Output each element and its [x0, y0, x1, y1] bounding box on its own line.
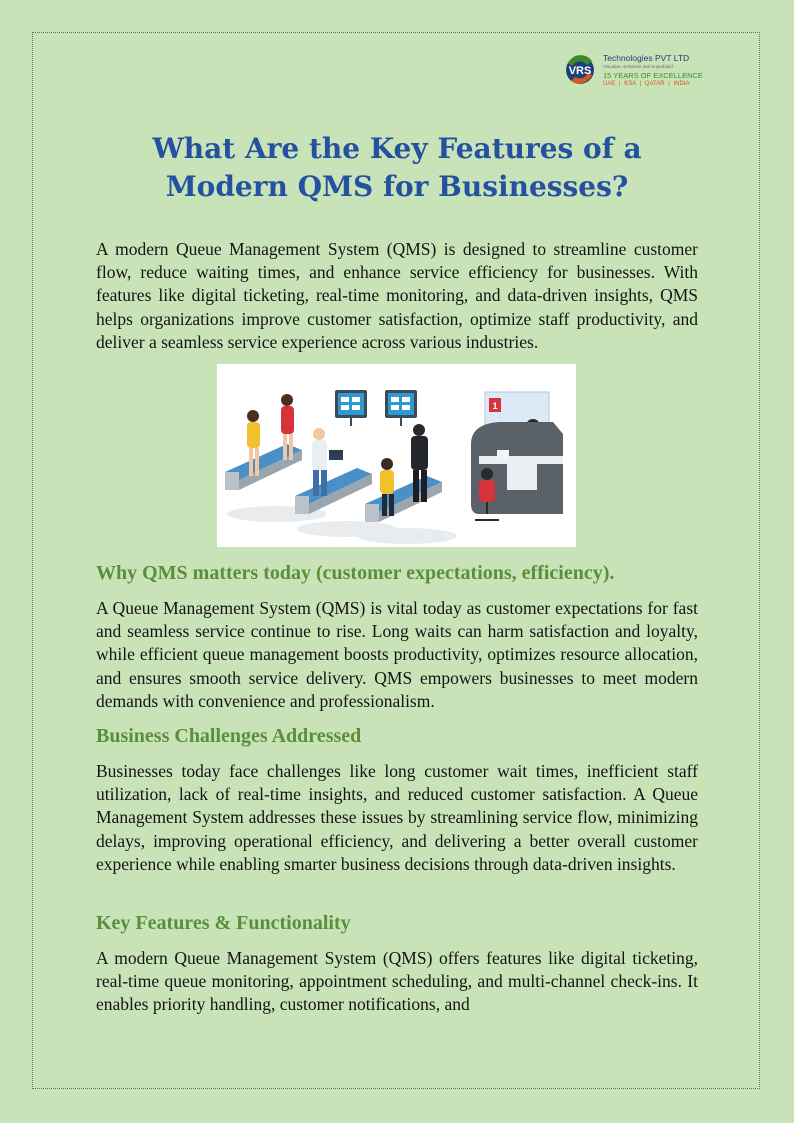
section-body-key-features: A modern Queue Management System (QMS) offers features like digital ticketing, real-time queue monitoring, appointment scheduling, and multi-channel check-ins. It enables priority handling, customer notifications, and [96, 948, 698, 1015]
logo-regions-text: UAE | KSA | QATAR | INDIA [603, 81, 690, 87]
section-body-why-qms: A Queue Management System (QMS) is vital today as customer expectations for fast and seamless service continue to rise. Long waits can harm satisfaction and loyalty, while efficient queue management boosts productivity, optimizes resource allocation, and ensures smooth service delivery. QMS empowers businesses to meet modern demands with convenience and professionalism. [96, 598, 698, 711]
vrs-logo-icon [563, 53, 601, 87]
logo-company-name: Technologies PVT LTD [603, 53, 690, 63]
section-heading-why-qms: Why QMS matters today (customer expectations, efficiency). [96, 562, 615, 584]
queue-illustration [217, 364, 576, 547]
intro-paragraph: A modern Queue Management System (QMS) is designed to streamline customer flow, reduce waiting times, and enhance service efficiency for businesses. With features like digital ticketing, real-time monitoring, and data-driven insights, QMS helps organizations improve customer satisfaction, optimize staff productivity, and deliver a seamless service experience across various industries. [96, 239, 698, 352]
logo-mark-text: VRS [568, 65, 592, 77]
logo-tagline: Visualise, Enhance and Superbuild [603, 64, 673, 69]
page-title: What Are the Key Features of a Modern QMS for Businesses? [152, 132, 642, 203]
section-heading-key-features: Key Features & Functionality [96, 912, 351, 934]
logo-years-text: 15 YEARS OF EXCELLENCE [603, 71, 703, 80]
section-body-challenges: Businesses today face challenges like long customer wait times, inefficient staff utilization, lack of real-time insights, and reduced customer satisfaction. A Queue Management System addresses these issues by streamlining service flow, minimizing delays, improving operational efficiency, and delivering a better overall customer experience while enabling smarter business decisions through data-driven insights. [96, 761, 698, 874]
queue-waiting-area-icon [217, 364, 576, 547]
section-heading-challenges: Business Challenges Addressed [96, 725, 362, 747]
counter-number: 1 [492, 401, 498, 411]
company-logo [563, 51, 713, 93]
